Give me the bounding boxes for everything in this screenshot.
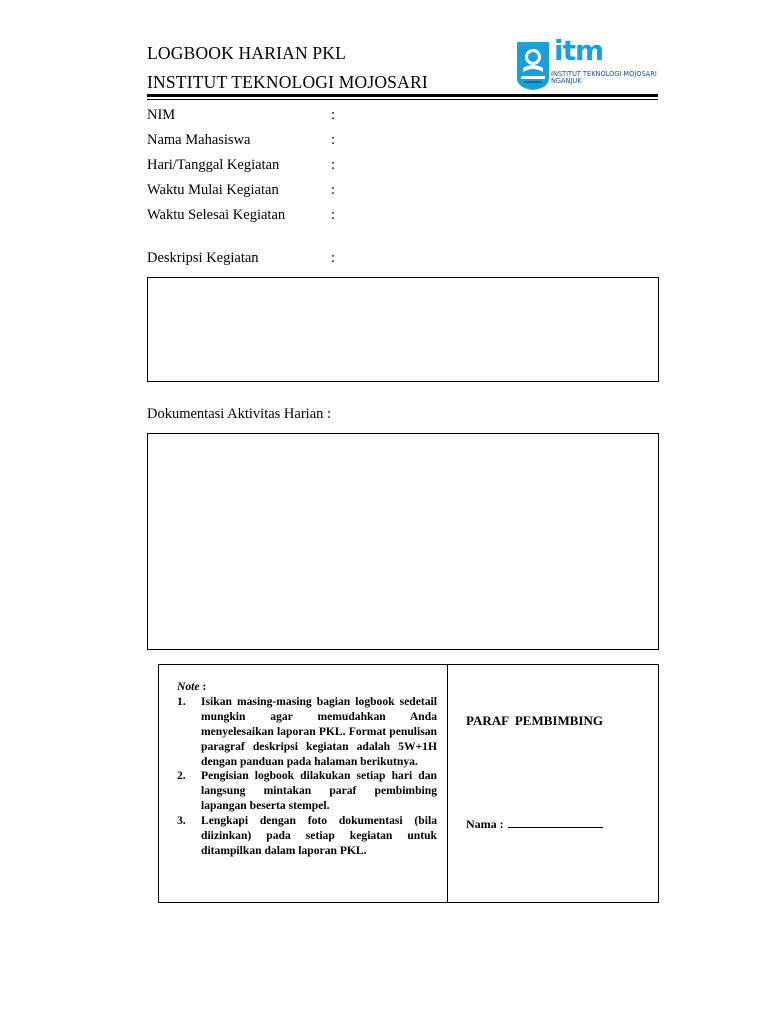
note-item-text: Isikan masing-masing bagian logbook sedetail mungkin agar memudahkan Anda menyelesaikan laporan PKL. Format penulisan paragraf deskripsi kegiatan adalah 5W+1H dengan panduan pada halaman berikutnya.: [201, 694, 437, 768]
note-item-number: 2.: [177, 769, 186, 783]
note-item: [177, 695, 437, 770]
note-item: [177, 769, 437, 814]
note-list: [177, 695, 437, 859]
header-rule-thin: [147, 99, 658, 100]
logo-city: NGANJUK: [551, 77, 582, 85]
note-title-colon: :: [199, 680, 207, 693]
header-rule-thick: [147, 94, 658, 97]
field-colon-waktu-mulai: :: [331, 182, 336, 198]
note-section: [177, 680, 437, 859]
note-table-divider: [447, 664, 448, 903]
note-heading: [177, 680, 437, 695]
nama-signature-line[interactable]: [508, 817, 603, 828]
field-label-waktu-selesai: Waktu Selesai Kegiatan: [147, 207, 286, 223]
field-colon-waktu-selesai: :: [331, 207, 336, 223]
note-item-text: Lengkapi dengan foto dokumentasi (bila diizinkan) pada setiap kegiatan untuk ditampilkan dalam laporan PKL.: [201, 814, 437, 857]
deskripsi-label: Deskripsi Kegiatan: [147, 250, 259, 266]
note-item-number: 3.: [177, 814, 186, 828]
note-item-text: Pengisian logbook dilakukan setiap hari dan langsung mintakan paraf pembimbing lapangan beserta stempel.: [201, 769, 437, 813]
dokumentasi-label: Dokumentasi Aktivitas Harian :: [147, 406, 332, 422]
note-title: Note: [177, 680, 200, 693]
note-item: [177, 814, 437, 859]
logo-wordmark: itm: [554, 34, 604, 67]
field-colon-nama: :: [331, 132, 336, 148]
field-label-tanggal: Hari/Tanggal Kegiatan: [147, 157, 280, 173]
logo-subtitle: INSTITUT TEKNOLOGI MOJOSARI: [551, 70, 657, 78]
field-colon-tanggal: :: [331, 157, 336, 173]
field-label-waktu-mulai: Waktu Mulai Kegiatan: [147, 182, 279, 198]
nama-signature-field: [466, 817, 603, 832]
field-label-nama: Nama Mahasiswa: [147, 132, 251, 148]
field-label-nim: NIM: [147, 107, 176, 123]
field-colon-nim: :: [331, 107, 336, 123]
deskripsi-colon: :: [331, 250, 336, 266]
document-title: LOGBOOK HARIAN PKL: [147, 43, 347, 63]
deskripsi-box[interactable]: [147, 277, 659, 382]
note-item-number: 1.: [177, 694, 186, 708]
institution-name: INSTITUT TEKNOLOGI MOJOSARI: [147, 72, 428, 92]
dokumentasi-box[interactable]: [147, 433, 659, 650]
nama-label: Nama :: [466, 817, 504, 831]
paraf-pembimbing-label: PARAF PEMBIMBING: [466, 713, 603, 728]
